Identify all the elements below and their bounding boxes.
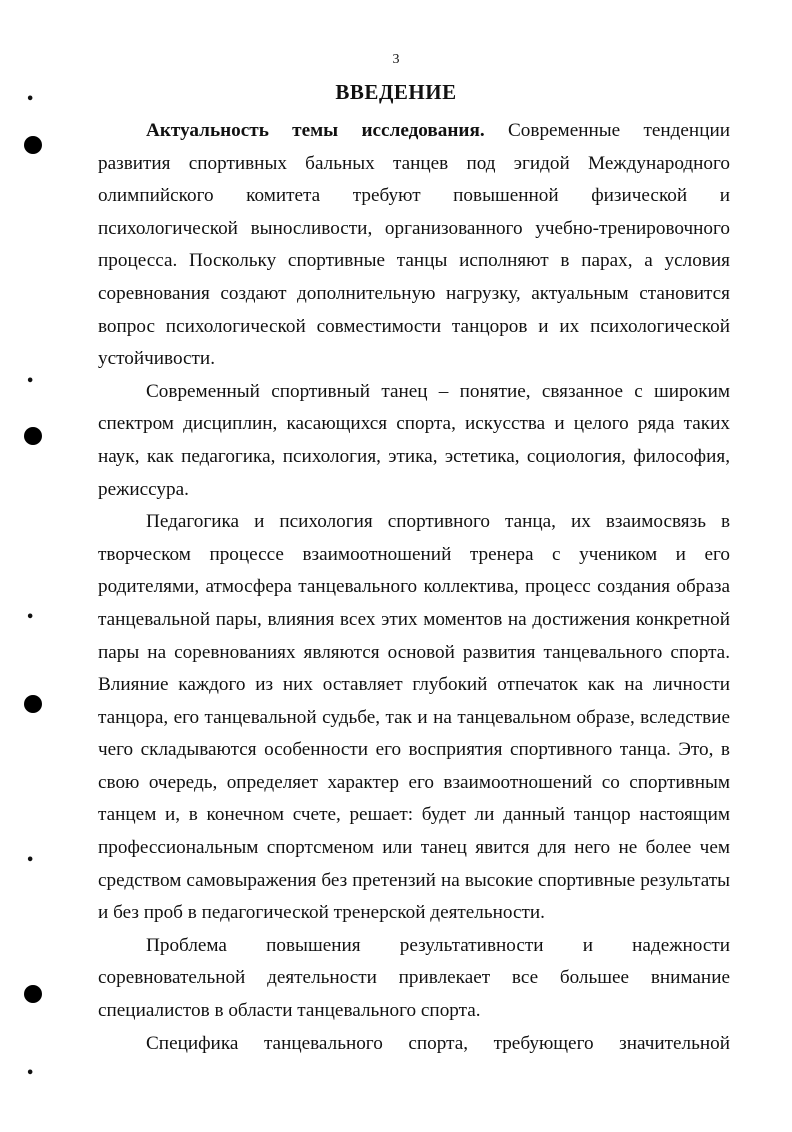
paragraph-text: Современные тенденции развития спортивных бальных танцев под эгидой Международного олимпийского комитета требуют повышенной физической и психологической выносливости, организованного учебно-тренировочного процесса. Поскольку спортивные танцы исполняют в парах, а условия соревнования создают дополнительную нагрузку, актуальным становится вопрос психологической совместимости танцоров и их психологической устойчивости. [98, 120, 731, 370]
paragraph: Современный спортивный танец – понятие, связанное с широким спектром дисциплин, касающихся спорта, искусства и целого ряда таких наук, как педагогика, психология, этика, эстетика, социология, философия, режиссура. [98, 380, 730, 500]
scan-mark: • [26, 853, 35, 868]
scan-mark: • [26, 92, 35, 107]
body-text [98, 115, 730, 1060]
paragraph-lead: Актуальность темы исследования. [146, 120, 485, 141]
paragraph: Специфика танцевального спорта, требующего значительной [146, 1032, 730, 1054]
binder-hole-dot [24, 136, 42, 154]
binder-hole-dot [24, 985, 42, 1003]
scan-mark: • [26, 610, 35, 625]
binder-hole-dot [24, 427, 42, 445]
paragraph: Педагогика и психология спортивного танца, их взаимосвязь в творческом процессе взаимоотношений тренера с учеником и его родителями, атмосфера танцевального коллектива, процесс создания образа танцевальной пары, влияния всех этих моментов на достижения конкретной пары на соревнованиях являются основой развития танцевального спорта. Влияние каждого из них оставляет глубокий отпечаток как на личности танцора, его танцевальной судьбе, так и на танцевальном образе, вследствие чего складываются особенности его восприятия спортивного танца. Это, в свою очередь, определяет характер его взаимоотношений со спортивным танцем и, в конечном счете, решает: будет ли данный танцор настоящим профессиональным спортсменом или танец явится для него не более чем средством самовыражения без претензий на высокие спортивные результаты и без проб в педагогической тренерской деятельности. [98, 511, 730, 924]
scan-mark: • [26, 374, 35, 389]
page-title: ВВЕДЕНИЕ [335, 80, 457, 104]
page-number: 3 [392, 52, 400, 67]
scan-mark: • [26, 1066, 35, 1081]
paragraph: Проблема повышения результативности и надежности соревновательной деятельности привлекает все большее внимание специалистов в области танцевального спорта. [98, 934, 730, 1022]
paragraph [98, 115, 730, 376]
binder-hole-dot [24, 695, 42, 713]
